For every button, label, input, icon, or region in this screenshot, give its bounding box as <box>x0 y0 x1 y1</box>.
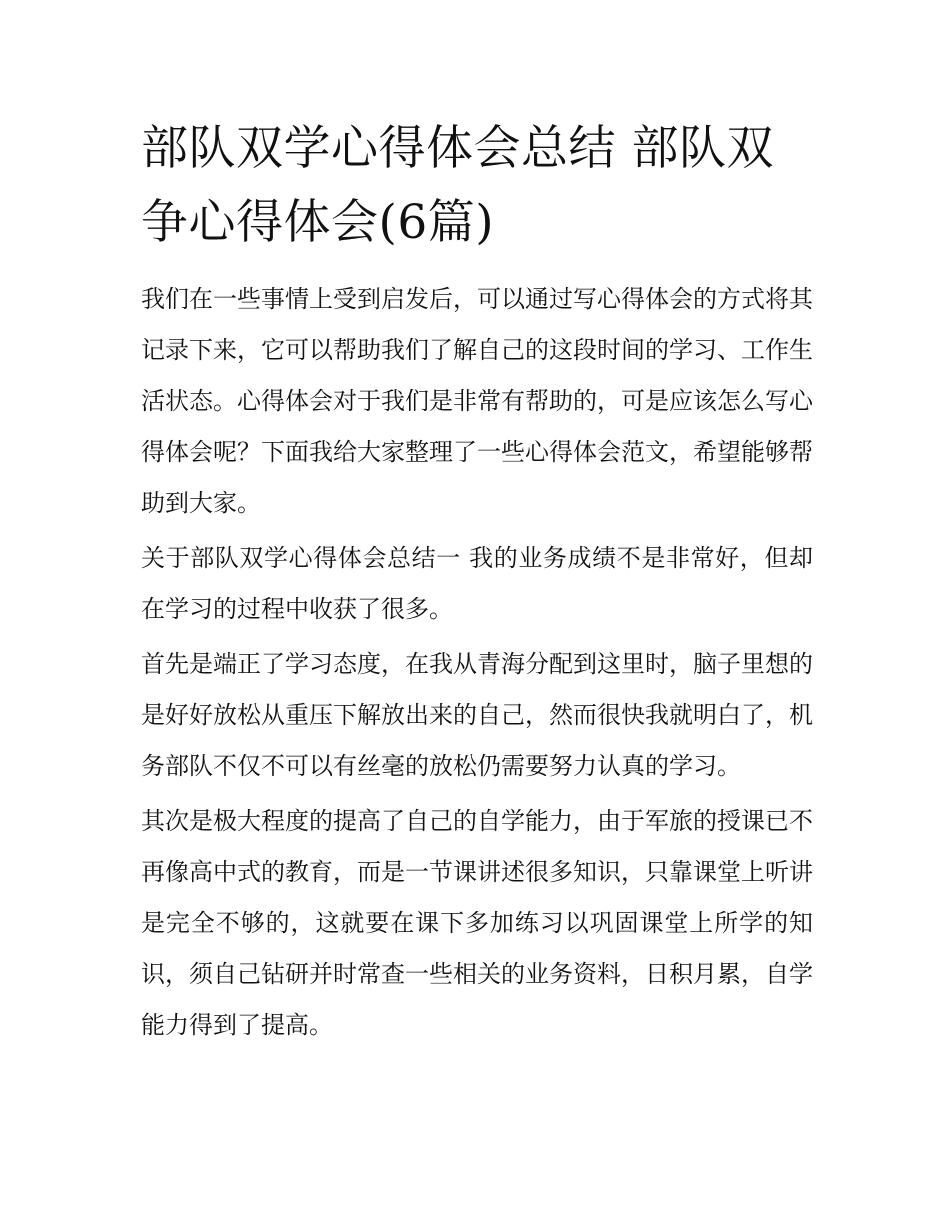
document-title: 部队双学心得体会总结 部队双争心得体会(6篇) <box>141 121 774 250</box>
paragraph-intro: 我们在一些事情上受到启发后，可以通过写心得体会的方式将其记录下来，它可以帮助我们了解自己的这段时间的学习、工作生活状态。心得体会对于我们是非常有帮助的，可是应该怎么写心得体会呢？下面我给大家整理了一些心得体会范文，希望能够帮助到大家。 <box>141 285 813 517</box>
paragraph-attitude: 首先是端正了学习态度，在我从青海分配到这里时，脑子里想的是好好放松从重压下解放出来的自己，然而很快我就明白了，机务部队不仅不可以有丝毫的放松仍需要努力认真的学习。 <box>141 650 813 780</box>
paragraph-self-study: 其次是极大程度的提高了自己的自学能力，由于军旅的授课已不再像高中式的教育，而是一节课讲述很多知识，只靠课堂上听讲是完全不够的，这就要在课下多加练习以巩固课堂上所学的知识，须自己钻研并时常查一些相关的业务资料，日积月累，自学能力得到了提高。 <box>141 807 813 1039</box>
paragraph-summary-one: 关于部队双学心得体会总结一 我的业务成绩不是非常好，但却在学习的过程中收获了很多。 <box>141 544 813 623</box>
document-body <box>141 112 813 1055</box>
